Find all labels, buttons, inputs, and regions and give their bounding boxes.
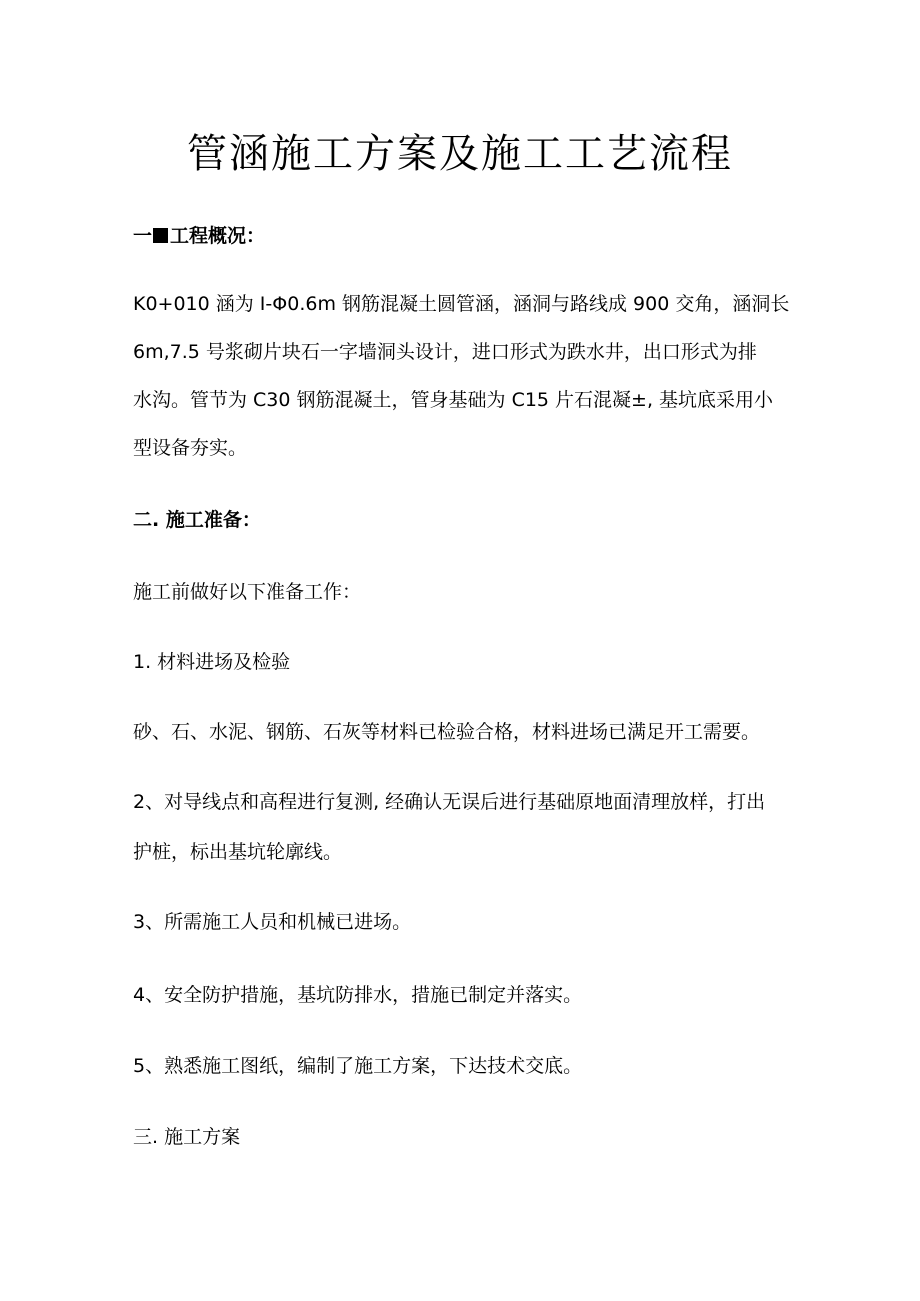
preparation-intro: 施工前做好以下准备工作： — [133, 581, 362, 603]
document-title: 管涵施工方案及施工工艺流程 — [187, 131, 733, 177]
paragraph-line: 水沟。管节为 C30 钢筋混凝土，管身基础为 C15 片石混凝±, 基坑底采用小 — [133, 389, 774, 411]
section-heading-preparation: 二. 施工准备： — [133, 509, 261, 531]
list-item-line: 护桩，标出基坑轮廓线。 — [133, 841, 343, 863]
section-heading-overview — [133, 222, 265, 250]
paragraph-line: 6m,7.5 号浆砌片块石一字墙洞头设计，进口形式为跌水井，出口形式为排 — [133, 341, 757, 363]
paragraph-line: K0+010 涵为 I-Φ0.6m 钢筋混凝土圆管涵，涵洞与路线成 900 交角，涵洞长 — [133, 293, 790, 315]
square-bullet-icon — [153, 228, 168, 243]
list-item: 3、所需施工人员和机械已进场。 — [133, 911, 412, 933]
list-item-text: 砂、石、水泥、钢筋、石灰等材料已检验合格，材料进场已满足开工需要。 — [133, 721, 761, 743]
list-item-title: 1. 材料进场及检验 — [133, 651, 291, 673]
paragraph-line: 型设备夯实。 — [133, 437, 248, 459]
list-item: 5、熟悉施工图纸，编制了施工方案，下达技术交底。 — [133, 1055, 583, 1077]
section-label: 工程概况： — [170, 225, 266, 247]
list-item-line: 2、对导线点和高程进行复测, 经确认无误后进行基础原地面清理放样，打出 — [133, 791, 766, 813]
section-number: 一 — [133, 225, 153, 247]
list-item: 4、安全防护措施，基坑防排水，措施已制定并落实。 — [133, 984, 583, 1006]
section-heading-plan: 三. 施工方案 — [133, 1126, 241, 1148]
